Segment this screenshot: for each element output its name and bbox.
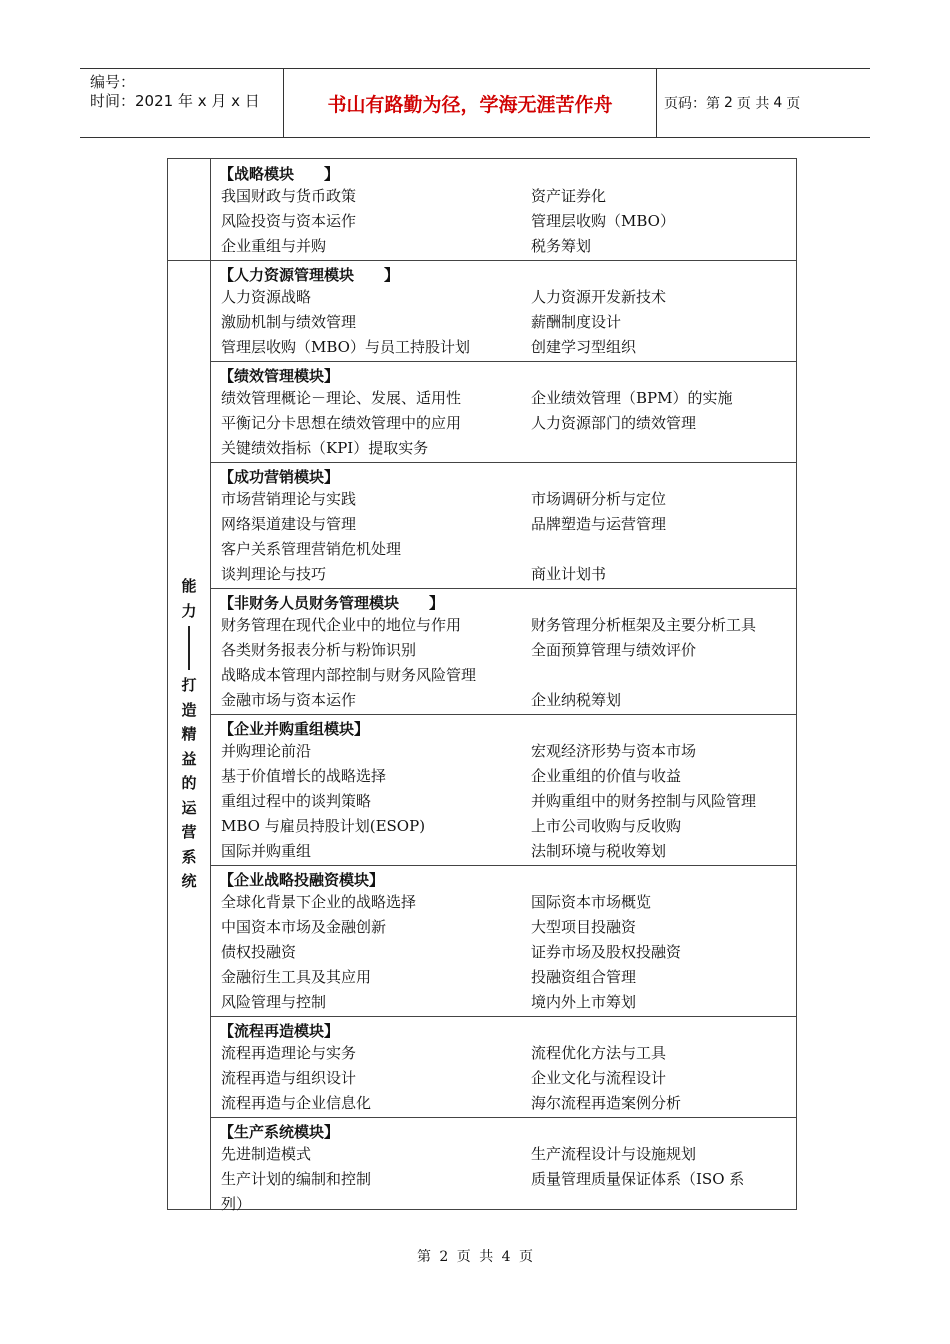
module-topic-row bbox=[211, 1091, 796, 1116]
topic-left: 先进制造模式 bbox=[221, 1145, 312, 1163]
topic-left: 平衡记分卡思想在绩效管理中的应用 bbox=[221, 414, 462, 432]
module-topic-row bbox=[211, 990, 796, 1015]
module-title: 【成功营销模块】 bbox=[219, 468, 340, 486]
topic-left: 中国资本市场及金融创新 bbox=[221, 918, 387, 936]
module-title: 【企业战略投融资模块】 bbox=[219, 871, 385, 889]
topic-right: 资产证券化 bbox=[531, 187, 607, 205]
topic-right: 企业绩效管理（BPM）的实施 bbox=[531, 389, 733, 407]
side-label-char: 精 bbox=[181, 725, 197, 744]
topic-left: 关键绩效指标（KPI）提取实务 bbox=[221, 439, 429, 457]
topic-right: 宏观经济形势与资本市场 bbox=[531, 742, 697, 760]
page-suffix: 页 bbox=[786, 96, 801, 112]
header-motto: 书山有路勤为径，学海无涯苦作舟 bbox=[283, 69, 657, 137]
module-topic-row bbox=[211, 814, 796, 839]
topic-right: 生产流程设计与设施规划 bbox=[531, 1145, 697, 1163]
module-topic-row bbox=[211, 335, 796, 360]
topic-right: 证券市场及股权投融资 bbox=[531, 943, 682, 961]
page-total: 4 bbox=[773, 95, 783, 111]
module-topic-row bbox=[211, 562, 796, 587]
module-title: 【人力资源管理模块 】 bbox=[219, 266, 400, 284]
topic-right: 全面预算管理与绩效评价 bbox=[531, 641, 697, 659]
module-title: 【非财务人员财务管理模块 】 bbox=[219, 594, 445, 612]
topic-right: 人力资源开发新技术 bbox=[531, 288, 667, 306]
topic-right: 并购重组中的财务控制与风险管理 bbox=[531, 792, 757, 810]
topic-left: 金融衍生工具及其应用 bbox=[221, 968, 372, 986]
module-divider bbox=[210, 361, 796, 362]
topic-left: 谈判理论与技巧 bbox=[221, 565, 327, 583]
module-topic-row bbox=[211, 613, 796, 638]
topic-right: 法制环境与税收筹划 bbox=[531, 842, 667, 860]
document-date-label: 时间：2021 年 x 月 x 日 bbox=[90, 92, 260, 110]
topic-left: 人力资源战略 bbox=[221, 288, 312, 306]
module-title: 【企业并购重组模块】 bbox=[219, 720, 370, 738]
page-header bbox=[80, 68, 870, 138]
topic-right: 薪酬制度设计 bbox=[531, 313, 622, 331]
module-topic-row bbox=[211, 234, 796, 259]
header-page-number bbox=[656, 69, 878, 137]
topic-right: 企业重组的价值与收益 bbox=[531, 767, 682, 785]
topic-left: 市场营销理论与实践 bbox=[221, 490, 357, 508]
module-title: 【生产系统模块】 bbox=[219, 1123, 340, 1141]
module-topic-row bbox=[211, 764, 796, 789]
module-section bbox=[211, 714, 796, 865]
module-topic-row bbox=[211, 1167, 796, 1192]
topic-right: 海尔流程再造案例分析 bbox=[531, 1094, 682, 1112]
side-label-char: 运 bbox=[181, 798, 197, 817]
module-section bbox=[211, 361, 796, 462]
topic-right: 大型项目投融资 bbox=[531, 918, 637, 936]
side-label-char: 统 bbox=[181, 872, 197, 891]
module-section bbox=[211, 865, 796, 1016]
module-topic-row bbox=[211, 739, 796, 764]
topic-right: 品牌塑造与运营管理 bbox=[531, 515, 667, 533]
topic-right: 人力资源部门的绩效管理 bbox=[531, 414, 697, 432]
module-section bbox=[211, 1117, 796, 1218]
topic-left: 流程再造与企业信息化 bbox=[221, 1094, 372, 1112]
page-current: 2 bbox=[724, 95, 733, 111]
topic-right: 企业纳税筹划 bbox=[531, 691, 622, 709]
module-topic-row bbox=[211, 1142, 796, 1167]
side-label-char: 力 bbox=[181, 601, 197, 620]
topic-right: 投融资组合管理 bbox=[531, 968, 637, 986]
topic-left: 企业重组与并购 bbox=[221, 237, 327, 255]
module-topic-row bbox=[211, 638, 796, 663]
side-label-char: 造 bbox=[181, 700, 197, 719]
topic-left: MBO 与雇员持股计划(ESOP) bbox=[221, 817, 426, 835]
module-divider bbox=[210, 588, 796, 589]
side-label-dash bbox=[188, 626, 190, 670]
topic-right: 流程优化方法与工具 bbox=[531, 1044, 667, 1062]
topic-left: 我国财政与货币政策 bbox=[221, 187, 357, 205]
topic-left: 绩效管理概论－理论、发展、适用性 bbox=[221, 389, 462, 407]
topic-left: 并购理论前沿 bbox=[221, 742, 312, 760]
topic-left: 风险管理与控制 bbox=[221, 993, 327, 1011]
topic-left: 流程再造与组织设计 bbox=[221, 1069, 357, 1087]
side-label-char: 系 bbox=[181, 847, 197, 866]
module-topic-row bbox=[211, 663, 796, 688]
topic-left: 各类财务报表分析与粉饰识别 bbox=[221, 641, 417, 659]
topic-right: 管理层收购（MBO） bbox=[531, 212, 675, 230]
module-topic-row bbox=[211, 965, 796, 990]
module-divider bbox=[210, 865, 796, 866]
topic-left: 风险投资与资本运作 bbox=[221, 212, 357, 230]
document-number-label: 编号： bbox=[90, 73, 136, 91]
module-topic-row bbox=[211, 915, 796, 940]
module-topic-row bbox=[211, 688, 796, 713]
side-label-char: 能 bbox=[181, 577, 197, 596]
module-section bbox=[211, 588, 796, 714]
module-title: 【战略模块 】 bbox=[219, 165, 340, 183]
topic-left: 基于价值增长的战略选择 bbox=[221, 767, 387, 785]
module-topic-row bbox=[211, 436, 796, 461]
topic-right: 创建学习型组织 bbox=[531, 338, 637, 356]
topic-left: 网络渠道建设与管理 bbox=[221, 515, 357, 533]
topic-left: 金融市场与资本运作 bbox=[221, 691, 357, 709]
topic-left: 流程再造理论与实务 bbox=[221, 1044, 357, 1062]
topic-right: 质量管理质量保证体系（ISO 系 bbox=[531, 1170, 745, 1188]
page-prefix: 页码：第 bbox=[664, 96, 720, 112]
module-title: 【流程再造模块】 bbox=[219, 1022, 340, 1040]
topic-left: 战略成本管理内部控制与财务风险管理 bbox=[221, 666, 477, 684]
module-topic-row bbox=[211, 940, 796, 965]
side-category-label bbox=[168, 259, 210, 1209]
module-topic-row bbox=[211, 537, 796, 562]
module-divider bbox=[210, 714, 796, 715]
module-topic-row bbox=[211, 184, 796, 209]
topic-right: 国际资本市场概览 bbox=[531, 893, 652, 911]
module-topic-row bbox=[211, 1192, 796, 1217]
course-module-table bbox=[167, 158, 797, 1213]
module-section bbox=[211, 462, 796, 588]
topic-left: 激励机制与绩效管理 bbox=[221, 313, 357, 331]
page-footer: 第 2 页 共 4 页 bbox=[416, 1249, 534, 1265]
topic-left: 生产计划的编制和控制 bbox=[221, 1170, 372, 1188]
module-topic-row bbox=[211, 839, 796, 864]
topic-left: 财务管理在现代企业中的地位与作用 bbox=[221, 616, 462, 634]
module-divider bbox=[210, 462, 796, 463]
module-section bbox=[211, 1016, 796, 1117]
topic-right: 上市公司收购与反收购 bbox=[531, 817, 682, 835]
topic-left: 列） bbox=[221, 1195, 252, 1213]
module-title: 【绩效管理模块】 bbox=[219, 367, 340, 385]
topic-right: 市场调研分析与定位 bbox=[531, 490, 667, 508]
module-topic-row bbox=[211, 487, 796, 512]
module-section bbox=[211, 260, 796, 361]
topic-right: 税务筹划 bbox=[531, 237, 592, 255]
module-divider bbox=[168, 260, 796, 261]
topic-left: 国际并购重组 bbox=[221, 842, 312, 860]
side-label-char: 营 bbox=[181, 823, 197, 842]
topic-left: 全球化背景下企业的战略选择 bbox=[221, 893, 417, 911]
module-topic-row bbox=[211, 285, 796, 310]
module-topic-row bbox=[211, 310, 796, 335]
module-topic-row bbox=[211, 1041, 796, 1066]
side-label-char: 的 bbox=[181, 774, 197, 793]
topic-right: 财务管理分析框架及主要分析工具 bbox=[531, 616, 757, 634]
module-topic-row bbox=[211, 411, 796, 436]
topic-left: 债权投融资 bbox=[221, 943, 297, 961]
page-mid: 页 共 bbox=[736, 96, 770, 112]
module-topic-row bbox=[211, 512, 796, 537]
topic-left: 管理层收购（MBO）与员工持股计划 bbox=[221, 338, 470, 356]
side-label-char: 益 bbox=[181, 749, 197, 768]
topic-right: 企业文化与流程设计 bbox=[531, 1069, 667, 1087]
module-divider bbox=[210, 1117, 796, 1118]
header-meta bbox=[80, 69, 283, 141]
side-label-char: 打 bbox=[181, 676, 197, 695]
module-topic-row bbox=[211, 890, 796, 915]
topic-right: 境内外上市筹划 bbox=[531, 993, 637, 1011]
module-section bbox=[211, 159, 796, 260]
module-topic-row bbox=[211, 1066, 796, 1091]
topic-left: 客户关系管理营销危机处理 bbox=[221, 540, 402, 558]
module-topic-row bbox=[211, 209, 796, 234]
module-topic-row bbox=[211, 789, 796, 814]
topic-right: 商业计划书 bbox=[531, 565, 607, 583]
module-divider bbox=[210, 1016, 796, 1017]
module-topic-row bbox=[211, 386, 796, 411]
topic-left: 重组过程中的谈判策略 bbox=[221, 792, 372, 810]
